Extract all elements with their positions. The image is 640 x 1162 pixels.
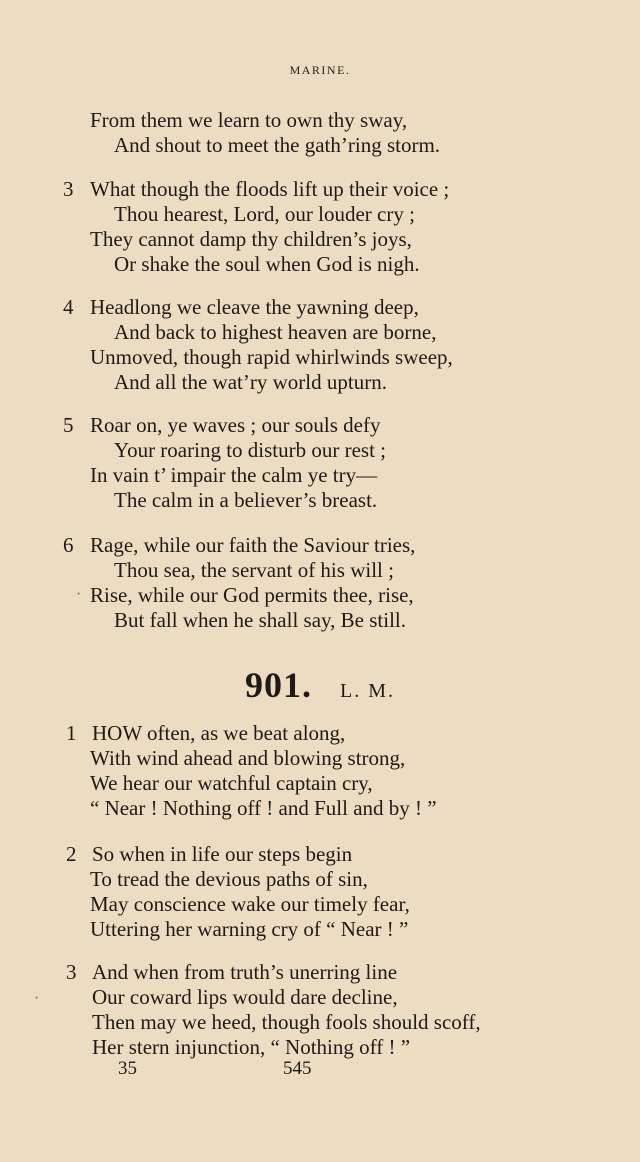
verse-line: We hear our watchful captain cry,	[90, 771, 373, 795]
verse-line: “ Near ! Nothing off ! and Full and by ! ”	[90, 796, 437, 820]
verse-line: Thou hearest, Lord, our louder cry ;	[114, 202, 415, 226]
print-mark: ·	[34, 990, 40, 1007]
verse-line: With wind ahead and blowing strong,	[90, 746, 406, 770]
running-head: MARINE.	[289, 63, 351, 77]
verse-line: May conscience wake our timely fear,	[90, 892, 410, 916]
print-mark: ·	[76, 586, 82, 603]
verse-line: In vain t’ impair the calm ye try—	[90, 463, 378, 487]
verse-line: Your roaring to disturb our rest ;	[114, 438, 387, 462]
stanza-number: 5	[63, 413, 74, 437]
verse-line: What though the floods lift up their voice ;	[90, 177, 450, 201]
verse-line: The calm in a believer’s breast.	[114, 488, 378, 512]
verse-line: Or shake the soul when God is nigh.	[114, 252, 420, 276]
hymn-meter: L. M.	[340, 680, 395, 702]
verse-line: Then may we heed, though fools should scoff,	[92, 1010, 481, 1034]
verse-line: Her stern injunction, “ Nothing off ! ”	[92, 1035, 411, 1059]
hymn-header	[0, 664, 640, 706]
stanza-number: 3	[66, 960, 77, 984]
verse-line: Uttering her warning cry of “ Near ! ”	[90, 917, 409, 941]
verse-line: Our coward lips would dare decline,	[92, 985, 398, 1009]
signature-mark: 35	[118, 1058, 137, 1079]
verse-line: Headlong we cleave the yawning deep,	[90, 295, 419, 319]
verse-line: Rise, while our God permits thee, rise,	[90, 583, 414, 607]
stanza-number: 2	[66, 842, 77, 866]
verse-line: HOW often, as we beat along,	[92, 721, 346, 745]
verse-line: And all the wat’ry world upturn.	[114, 370, 387, 394]
verse-line: And when from truth’s unerring line	[92, 960, 398, 984]
verse-line: And back to highest heaven are borne,	[114, 320, 437, 344]
verse-line: To tread the devious paths of sin,	[90, 867, 368, 891]
verse-line: Roar on, ye waves ; our souls defy	[90, 413, 381, 437]
stanza-number: 4	[63, 295, 74, 319]
stanza-number: 1	[66, 721, 77, 745]
verse-line: Unmoved, though rapid whirlwinds sweep,	[90, 345, 453, 369]
verse-line: So when in life our steps begin	[92, 842, 353, 866]
stanza-number: 6	[63, 533, 74, 557]
verse-line: Thou sea, the servant of his will ;	[114, 558, 394, 582]
page-number: 545	[283, 1058, 312, 1079]
verse-line: And shout to meet the gath’ring storm.	[114, 133, 441, 157]
stanza-number: 3	[63, 177, 74, 201]
verse-line: From them we learn to own thy sway,	[90, 108, 408, 132]
verse-line: Rage, while our faith the Saviour tries,	[90, 533, 416, 557]
verse-line: They cannot damp thy children’s joys,	[90, 227, 412, 251]
hymn-number: 901.	[245, 665, 312, 705]
verse-line: But fall when he shall say, Be still.	[114, 608, 407, 632]
